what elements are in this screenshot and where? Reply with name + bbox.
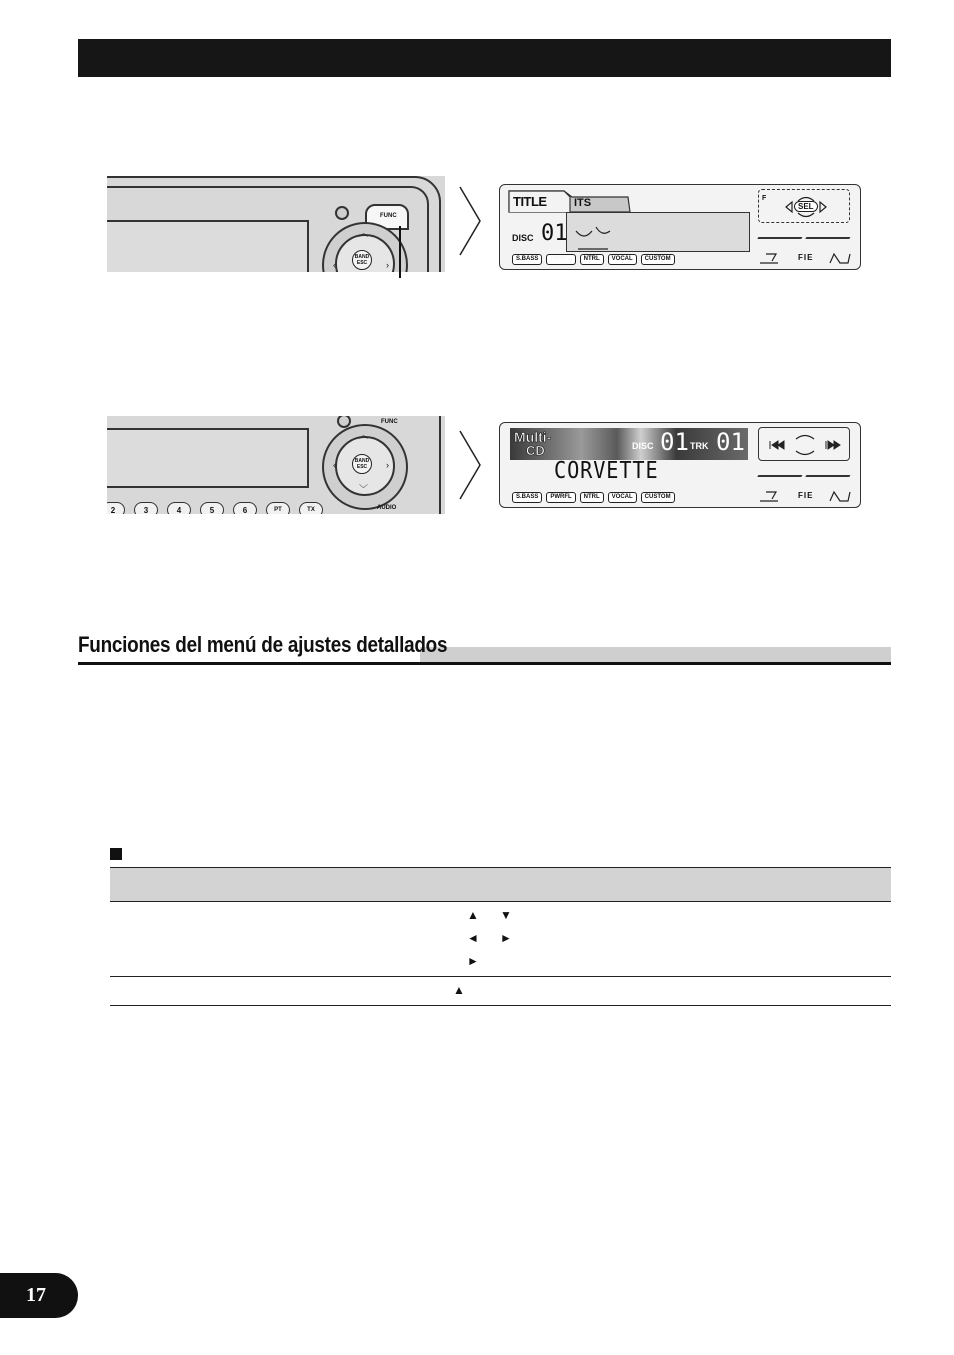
eq-sbass: S.BASS	[512, 254, 542, 265]
header-bar	[78, 39, 891, 77]
eq-sbass: S.BASS	[512, 492, 542, 503]
section-heading: Funciones del menú de ajustes detallados	[78, 632, 448, 657]
eq-vocal: VOCAL	[608, 492, 637, 503]
page-number: 17	[26, 1284, 46, 1306]
sel-badge: SEL	[794, 201, 818, 212]
display-top	[499, 184, 861, 270]
disc-label: DISC	[512, 233, 534, 243]
disc-label: DISC	[632, 441, 654, 451]
eq-custom: CUSTOM	[641, 254, 675, 265]
eq-row	[512, 254, 675, 265]
func-label: FUNC	[380, 213, 397, 219]
head-unit-top	[107, 176, 445, 272]
band-esc-button-bottom[interactable]: BAND ESC	[352, 454, 372, 474]
heading-rule	[78, 662, 891, 665]
right-triangle-icon: ►	[467, 954, 479, 968]
f-label: F	[762, 195, 767, 202]
trk-label: TRK	[690, 441, 709, 451]
right-triangle-icon: ►	[500, 931, 512, 945]
up-arrow-icon: ︿	[359, 430, 369, 440]
down-triangle-icon: ▼	[500, 908, 512, 922]
eq-ntrl: NTRL	[580, 254, 604, 265]
arrow-right-icon	[459, 430, 481, 500]
up-triangle-icon: ▲	[467, 908, 479, 922]
key-tx[interactable]: TX	[299, 502, 323, 514]
band-esc-button[interactable]: BAND ESC	[352, 250, 372, 270]
table-row-2	[110, 977, 891, 1005]
eq-pwrfl: PWRFL	[546, 492, 575, 503]
small-knob	[335, 206, 349, 220]
key-pt[interactable]: PT	[266, 502, 290, 514]
up-triangle-icon: ▲	[453, 983, 465, 997]
eq-ntrl: NTRL	[580, 492, 604, 503]
disc-number: 01	[541, 221, 568, 246]
table-header	[110, 868, 891, 901]
trk-number: 01	[716, 428, 745, 456]
head-unit-bottom	[107, 416, 445, 514]
tab-title: TITLE	[513, 194, 547, 209]
fie-label: FIE	[798, 491, 814, 500]
arrow-right-icon	[459, 186, 481, 256]
tab-its: ITS	[574, 197, 592, 209]
key-4[interactable]: 4	[167, 502, 191, 514]
down-arrow-icon: ﹀	[359, 484, 369, 494]
unit-screen	[107, 220, 309, 272]
table-row-1	[110, 902, 891, 976]
heading-band	[420, 647, 891, 662]
source-line2: CD	[526, 443, 545, 458]
eq-row	[512, 492, 675, 503]
key-3[interactable]: 3	[134, 502, 158, 514]
track-title: CORVETTE	[554, 458, 659, 484]
eq-vocal: VOCAL	[608, 254, 637, 265]
right-arrow-icon: ›	[386, 260, 389, 270]
callout-line	[399, 226, 401, 278]
key-2[interactable]: 2	[107, 502, 125, 514]
display-bottom	[499, 422, 861, 508]
unit-screen-bottom	[107, 428, 309, 488]
table-bottom-rule	[110, 1005, 891, 1006]
square-bullet-icon	[110, 848, 122, 860]
audio-label: AUDIO	[377, 505, 397, 511]
key-6[interactable]: 6	[233, 502, 257, 514]
source-line1: Multi-	[514, 429, 552, 445]
func-label-bottom: FUNC	[381, 419, 398, 425]
left-arrow-icon: ‹	[333, 460, 336, 470]
disc-number: 01	[660, 428, 689, 456]
eq-pwrfl: PWRFL	[546, 254, 575, 265]
key-5[interactable]: 5	[200, 502, 224, 514]
right-arrow-icon: ›	[386, 460, 389, 470]
left-triangle-icon: ◄	[467, 931, 479, 945]
fie-label: FIE	[798, 253, 814, 262]
eq-custom: CUSTOM	[641, 492, 675, 503]
up-arrow-icon: ︿	[359, 228, 369, 238]
left-arrow-icon: ‹	[333, 260, 336, 270]
